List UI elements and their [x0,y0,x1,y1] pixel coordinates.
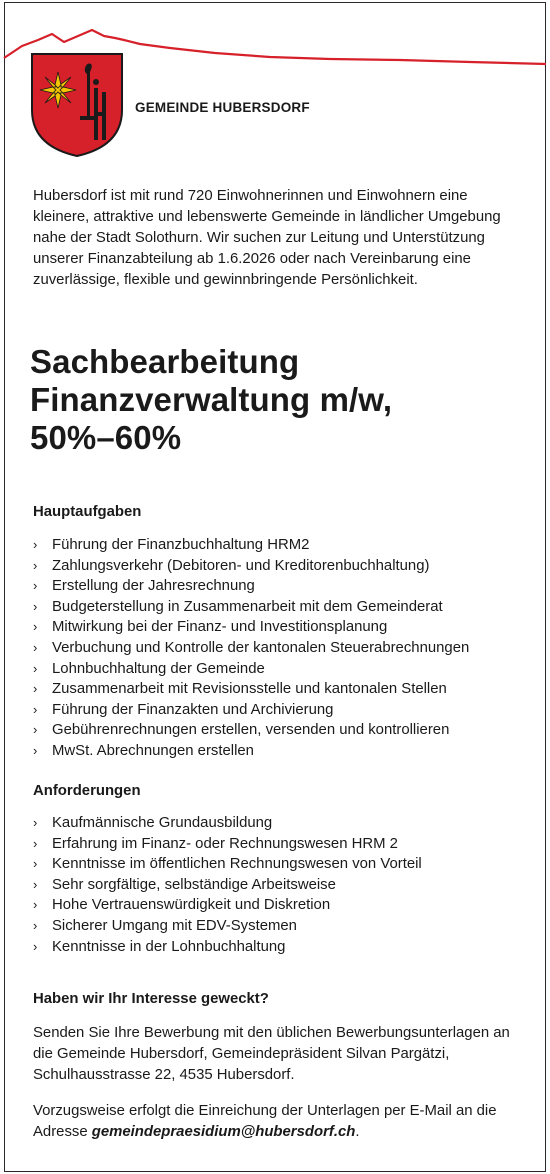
job-title [30,343,530,457]
list-item-text: Zusammenarbeit mit Revisionsstelle und kantonalen Stellen [52,681,447,698]
list-item [33,854,533,875]
list-item [33,875,533,896]
bullet-icon: › [33,660,38,676]
requirements-heading: Anforderungen [33,783,141,799]
bullet-icon: › [33,876,38,892]
bullet-icon: › [33,639,38,655]
bullet-icon: › [33,815,38,830]
list-item-text: Lohnbuchhaltung der Gemeinde [52,660,265,677]
list-item-text: Mitwirkung bei der Finanz- und Investitionsplanung [52,619,388,636]
list-item [33,741,533,762]
email-paragraph [33,1101,528,1143]
bullet-icon: › [33,917,38,933]
bullet-icon: › [33,835,38,851]
bullet-icon: › [33,557,38,573]
bullet-icon: › [33,619,38,635]
list-item [33,597,533,618]
bullet-icon: › [33,578,38,594]
tasks-list [33,535,533,762]
email-address-link[interactable]: gemeindepraesidium@hubersdorf.ch [91,1124,356,1140]
list-item-text: Sicherer Umgang mit EDV-Systemen [52,917,297,934]
list-item [33,937,533,958]
coat-of-arms-icon [30,52,124,158]
list-item [33,617,533,638]
list-item-text: Budgeterstellung in Zusammenarbeit mit dem Gemeinderat [52,598,443,615]
job-title-line-3: 50%–60% [30,419,182,456]
interest-heading: Haben wir Ihr Interesse geweckt? [33,991,269,1007]
intro-paragraph: Hubersdorf ist mit rund 720 Einwohnerinnen und Einwohnern eine kleinere, attraktive und lebenswerte Gemeinde in ländlicher Umgebung nahe der Stadt Solothurn. Wir suchen zur Leitung und Unterstützung unserer Finanzabteilung ab 1.6.2026 oder nach Vereinbarung eine zuverlässige, flexible und gewinnbringende Persönlichkeit. [33,188,501,288]
list-item [33,916,533,937]
list-item-text: Erstellung der Jahresrechnung [52,578,255,595]
list-item [33,813,533,834]
bullet-icon: › [33,742,38,758]
job-title-line-1: Sachbearbeitung [30,343,300,380]
list-item [33,659,533,680]
list-item-text: Kaufmännische Grundausbildung [52,815,273,831]
bullet-icon: › [33,897,38,913]
list-item [33,576,533,597]
job-title-line-2: Finanzverwaltung m/w, [30,381,393,418]
bullet-icon: › [33,701,38,717]
list-item-text: Sehr sorgfältige, selbständige Arbeitsweise [52,876,336,893]
list-item-text: Führung der Finanzakten und Archivierung [52,701,334,718]
list-item [33,638,533,659]
list-item [33,720,533,741]
list-item [33,834,533,855]
bullet-icon: › [33,938,38,954]
list-item-text: MwSt. Abrechnungen erstellen [52,742,254,759]
bullet-icon: › [33,598,38,614]
list-item-text: Gebührenrechnungen erstellen, versenden und kontrollieren [52,722,450,739]
list-item-text: Verbuchung und Kontrolle der kantonalen Steuerabrechnungen [52,639,470,656]
list-item [33,895,533,916]
list-item [33,700,533,721]
bullet-icon: › [33,681,38,697]
bullet-icon: › [33,722,38,738]
bullet-icon: › [33,856,38,872]
list-item [33,679,533,700]
municipality-name: GEMEINDE HUBERSDORF [135,100,310,115]
list-item-text: Führung der Finanzbuchhaltung HRM2 [52,537,310,553]
list-item-text: Kenntnisse im öffentlichen Rechnungswesen von Vorteil [52,856,422,873]
email-suffix-text: . [355,1124,360,1140]
bullet-icon: › [33,537,38,552]
list-item-text: Kenntnisse in der Lohnbuchhaltung [52,938,286,955]
email-intro-text: Vorzugsweise erfolgt die Einreichung der Unterlagen per E-Mail an die Adresse [33,1103,497,1140]
list-item [33,535,533,556]
application-paragraph: Senden Sie Ihre Bewerbung mit den üblichen Bewerbungsunterlagen an die Gemeinde Hubersdorf, Gemeindepräsident Silvan Pargätzi, Schulhausstrasse 22, 4535 Hubersdorf. [33,1025,510,1083]
list-item-text: Hohe Vertrauenswürdigkeit und Diskretion [52,897,331,914]
tasks-heading: Hauptaufgaben [33,504,142,520]
list-item-text: Erfahrung im Finanz- oder Rechnungswesen HRM 2 [52,835,398,852]
requirements-list [33,813,533,957]
list-item [33,556,533,577]
list-item-text: Zahlungsverkehr (Debitoren- und Kreditorenbuchhaltung) [52,557,430,574]
